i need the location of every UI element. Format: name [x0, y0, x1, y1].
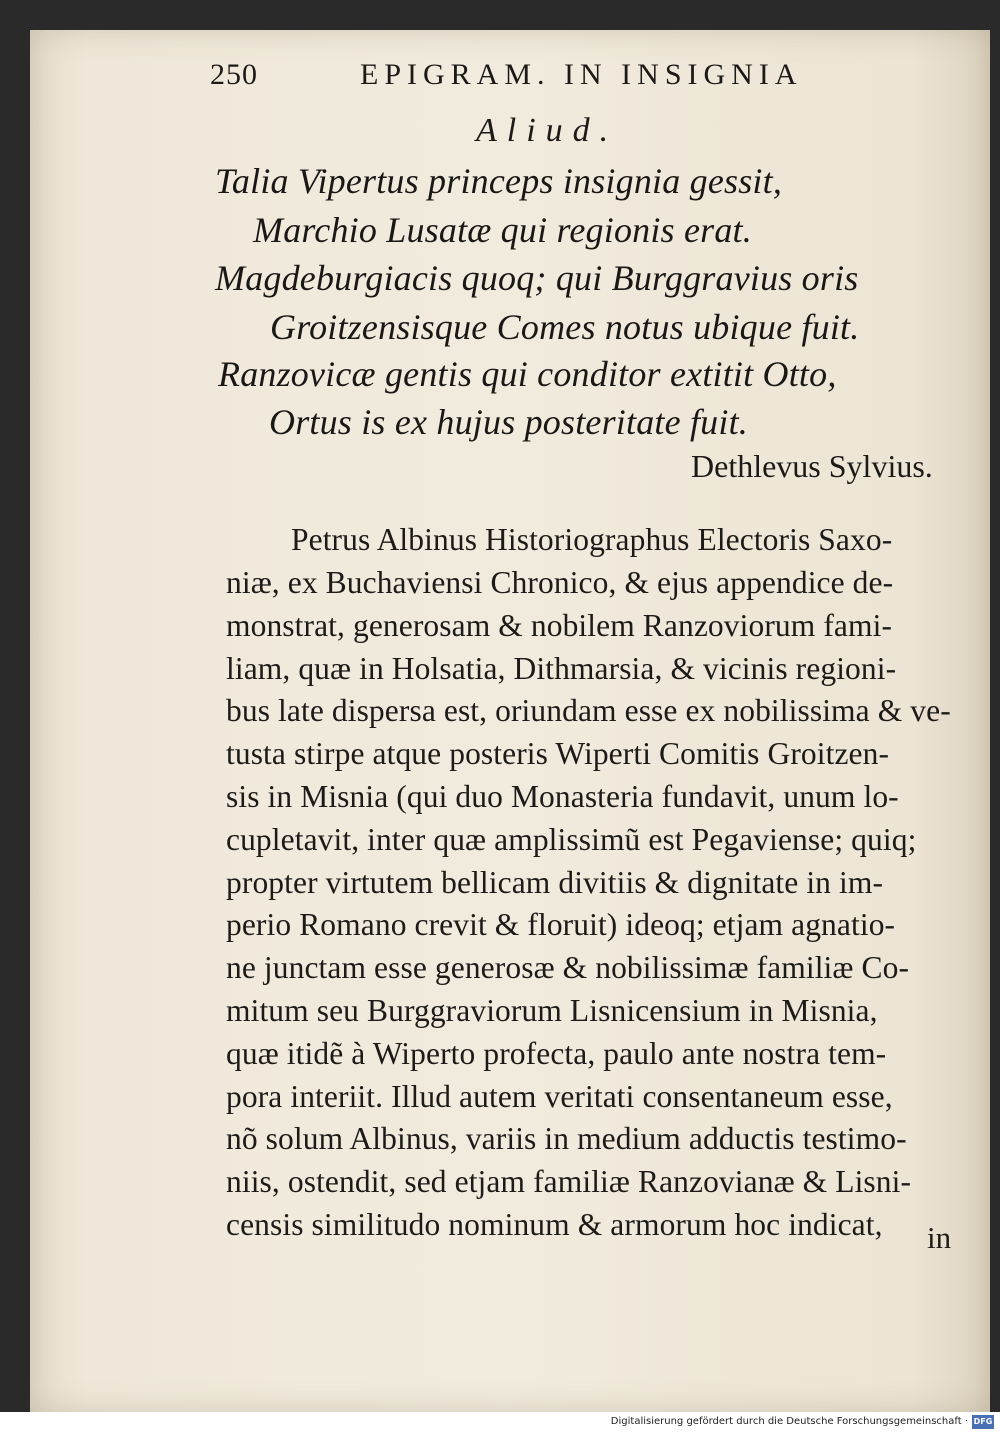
prose-line: ne junctam esse generosæ & nobilissimæ familiæ Co-: [226, 950, 910, 985]
verse-line: Marchio Lusatæ qui regionis erat.: [253, 210, 752, 250]
page-number: 250: [210, 58, 258, 91]
funding-credit: Digitalisierung gefördert durch die Deutsche Forschungsgemeinschaft ·: [610, 1416, 968, 1427]
verse-line: Ortus is ex hujus posteritate fuit.: [269, 402, 748, 442]
prose-line: propter virtutem bellicam divitiis & dignitate in im-: [226, 865, 884, 900]
prose-line: bus late dispersa est, oriundam esse ex nobilissima & ve-: [226, 693, 951, 728]
prose-line: niis, ostendit, sed etjam familiæ Ranzovianæ & Lisni-: [226, 1164, 912, 1199]
prose-line: quæ itidẽ à Wiperto profecta, paulo ante nostra tem-: [226, 1036, 887, 1071]
prose-line: censis similitudo nominum & armorum hoc indicat,: [226, 1207, 883, 1242]
prose-line: perio Romano crevit & floruit) ideoq; etjam agnatio-: [226, 907, 896, 942]
prose-line: mitum seu Burggraviorum Lisnicensium in Misnia,: [226, 993, 878, 1028]
verse-line: Ranzovicæ gentis qui conditor extitit Otto,: [218, 354, 837, 394]
prose-line: Petrus Albinus Historiographus Electoris Saxo-: [291, 522, 893, 557]
running-head: EPIGRAM. IN INSIGNIA: [360, 58, 803, 91]
prose-line: tusta stirpe atque posteris Wiperti Comitis Groitzen-: [226, 736, 890, 771]
dfg-logo-icon: DFG: [972, 1415, 994, 1429]
page-header: [180, 58, 960, 98]
catchword: in: [927, 1220, 952, 1255]
prose-line: nõ solum Albinus, variis in medium adductis testimo-: [226, 1121, 907, 1156]
verse-line: Magdeburgiacis quoq; qui Burggravius oris: [215, 258, 859, 298]
prose-line: cupletavit, inter quæ amplissimũ est Pegaviense; quiq;: [226, 822, 917, 857]
verse-line: Groitzensisque Comes notus ubique fuit.: [270, 307, 860, 347]
prose-line: liam, quæ in Holsatia, Dithmarsia, & vicinis regioni-: [226, 651, 897, 686]
footer-bar: [0, 1412, 1000, 1434]
prose-line: sis in Misnia (qui duo Monasteria fundavit, unum lo-: [226, 779, 899, 814]
prose-line: pora interiit. Illud autem veritati consentaneum esse,: [226, 1079, 893, 1114]
prose-line: niæ, ex Buchaviensi Chronico, & ejus appendice de-: [226, 565, 894, 600]
poem-title: Aliud.: [476, 112, 619, 149]
prose-line: monstrat, generosam & nobilem Ranzoviorum fami-: [226, 608, 893, 643]
poem-author: Dethlevus Sylvius.: [691, 448, 933, 484]
verse-line: Talia Vipertus princeps insignia gessit,: [215, 161, 783, 201]
